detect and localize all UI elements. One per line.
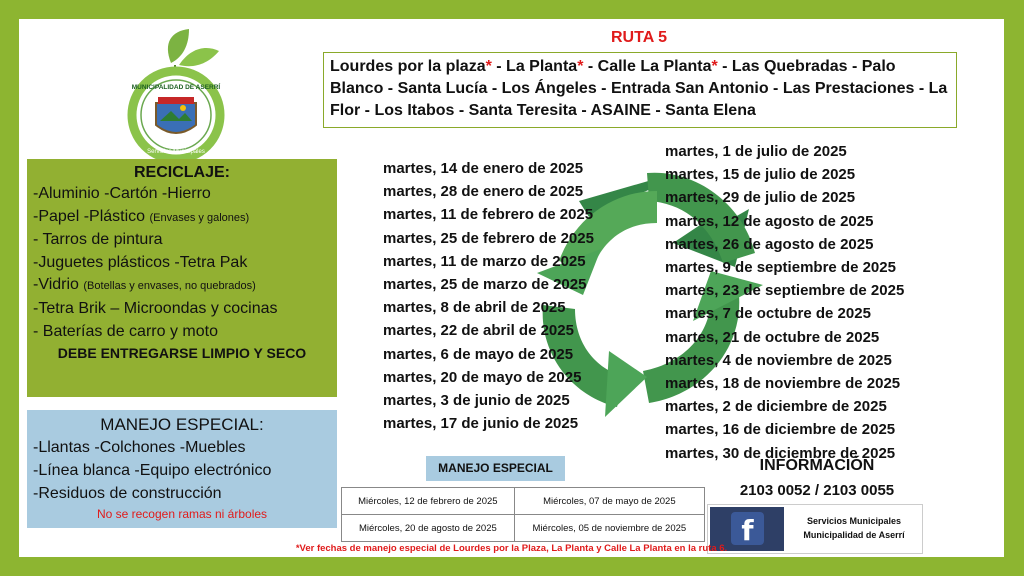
recycling-item-text: - Baterías de carro y moto bbox=[33, 322, 218, 340]
collection-date: martes, 22 de abril de 2025 bbox=[383, 322, 574, 340]
collection-date: martes, 23 de septiembre de 2025 bbox=[665, 282, 905, 300]
recycling-item-text: -Vidrio bbox=[33, 276, 84, 294]
recycling-item bbox=[33, 183, 331, 206]
route-stop: La Flor bbox=[330, 80, 948, 119]
special-schedule-label: MANEJO ESPECIAL bbox=[426, 456, 565, 481]
table-cell: Miércoles, 05 de noviembre de 2025 bbox=[514, 515, 704, 542]
stop-asterisk: * bbox=[485, 58, 492, 75]
logo-bottom-text: Servicios Municipales bbox=[147, 149, 205, 155]
table-row bbox=[342, 515, 705, 542]
logo-leaf-icon bbox=[179, 48, 219, 66]
collection-date: martes, 2 de diciembre de 2025 bbox=[665, 398, 887, 416]
route-stop: Palo Blanco bbox=[330, 58, 896, 97]
info-block bbox=[717, 456, 917, 502]
table-cell: Miércoles, 12 de febrero de 2025 bbox=[342, 488, 515, 515]
content-panel bbox=[19, 19, 1004, 557]
collection-date: martes, 14 de enero de 2025 bbox=[383, 160, 584, 177]
dates-first-half bbox=[383, 157, 594, 435]
recycling-note: DEBE ENTREGARSE LIMPIO Y SECO bbox=[57, 345, 307, 362]
dates-second-half bbox=[665, 140, 904, 465]
route-stop: Las Prestaciones bbox=[782, 80, 915, 97]
route-stops: Lourdes por la plaza* - La Planta* - Calle La Planta* - Las Quebradas - Palo Blanco - Santa Lucía - Los Ángeles - Entrada San Antonio - Las Prestaciones - La Flor - Los Itabos - Santa Teresita - ASAINE - Santa Elena bbox=[323, 52, 957, 128]
collection-date: martes, 11 de febrero de 2025 bbox=[383, 206, 594, 224]
recycling-item-text: -Juguetes plásticos -Tetra Pak bbox=[33, 253, 248, 271]
special-heading: MANEJO ESPECIAL: bbox=[100, 415, 264, 434]
collection-date: martes, 18 de noviembre de 2025 bbox=[665, 375, 901, 393]
collection-date: martes, 25 de marzo de 2025 bbox=[383, 276, 587, 294]
facebook-icon: f bbox=[731, 512, 764, 545]
logo-top-text: MUNICIPALIDAD DE ASERRÍ bbox=[131, 84, 221, 91]
table-cell: Miércoles, 20 de agosto de 2025 bbox=[342, 515, 515, 542]
recycling-item bbox=[33, 229, 331, 252]
collection-date: martes, 4 de noviembre de 2025 bbox=[665, 351, 892, 369]
facebook-line: Municipalidad de Aserrí bbox=[803, 530, 905, 540]
route-stop: La Planta bbox=[506, 58, 578, 75]
route-stop: Santa Elena bbox=[665, 102, 756, 119]
recycling-item bbox=[33, 274, 331, 298]
collection-date: martes, 29 de julio de 2025 bbox=[665, 189, 856, 207]
recycling-box bbox=[27, 159, 337, 397]
recycling-item bbox=[33, 206, 331, 230]
recycling-item-text: -Aluminio -Cartón -Hierro bbox=[33, 185, 211, 202]
facebook-line: Servicios Municipales bbox=[806, 516, 902, 526]
collection-date: martes, 28 de enero de 2025 bbox=[383, 183, 584, 201]
stop-asterisk: * bbox=[577, 58, 584, 75]
stop-asterisk: * bbox=[711, 58, 718, 75]
municipal-logo bbox=[111, 25, 241, 165]
collection-date: martes, 20 de mayo de 2025 bbox=[383, 368, 582, 386]
collection-date: martes, 12 de agosto de 2025 bbox=[665, 212, 874, 230]
special-handling-box bbox=[27, 410, 337, 528]
route-stop: ASAINE bbox=[590, 102, 651, 119]
collection-date: martes, 15 de julio de 2025 bbox=[665, 166, 856, 184]
route-stop: Lourdes por la plaza bbox=[330, 58, 486, 75]
collection-date: martes, 30 de diciembre de 2025 bbox=[665, 444, 896, 462]
recycling-item-detail: (Botellas y envases, no quebrados) bbox=[83, 280, 256, 293]
collection-date: martes, 26 de agosto de 2025 bbox=[665, 235, 874, 253]
collection-date: martes, 21 de octubre de 2025 bbox=[665, 328, 880, 346]
recycling-list bbox=[33, 183, 331, 343]
recycling-item-text: - Tarros de pintura bbox=[33, 231, 163, 249]
table-cell: Miércoles, 07 de mayo de 2025 bbox=[514, 488, 704, 515]
info-phones: 2103 0052 / 2103 0055 bbox=[739, 482, 895, 499]
route-stop: Entrada San Antonio bbox=[610, 80, 769, 97]
collection-date: martes, 25 de febrero de 2025 bbox=[383, 229, 594, 247]
route-stop: Las Quebradas bbox=[731, 58, 848, 75]
recycling-item-text: -Papel -Plástico bbox=[33, 207, 150, 225]
collection-date: martes, 9 de septiembre de 2025 bbox=[665, 259, 896, 277]
table-row bbox=[342, 488, 705, 515]
collection-date: martes, 1 de julio de 2025 bbox=[665, 143, 847, 160]
collection-date: martes, 7 de octubre de 2025 bbox=[665, 305, 871, 323]
collection-date: martes, 16 de diciembre de 2025 bbox=[665, 421, 896, 439]
collection-date: martes, 6 de mayo de 2025 bbox=[383, 345, 574, 363]
footnote: *Ver fechas de manejo especial de Lourdes por la Plaza, La Planta y Calle La Planta en la ruta 6. bbox=[295, 543, 728, 554]
special-item: -Residuos de construcción bbox=[33, 485, 222, 502]
special-schedule-table bbox=[341, 487, 705, 542]
recycling-item bbox=[33, 321, 331, 344]
facebook-page-name bbox=[788, 514, 920, 542]
collection-date: martes, 11 de marzo de 2025 bbox=[383, 252, 586, 270]
route-title: RUTA 5 bbox=[611, 29, 667, 46]
recycling-item-detail: (Envases y galones) bbox=[149, 211, 250, 224]
route-stop: Los Ángeles bbox=[501, 80, 597, 97]
collection-date: martes, 17 de junio de 2025 bbox=[383, 415, 579, 433]
route-stop: Santa Teresita bbox=[468, 102, 577, 119]
recycling-item-text: -Tetra Brik – Microondas y cocinas bbox=[33, 299, 278, 317]
collection-date: martes, 8 de abril de 2025 bbox=[383, 299, 566, 317]
recycling-heading: RECICLAJE: bbox=[133, 164, 230, 181]
route-stop: Los Itabos bbox=[374, 102, 455, 119]
route-stop: Santa Lucía bbox=[397, 80, 488, 97]
info-title: INFORMACIÓN bbox=[759, 457, 875, 474]
special-item: -Llantas -Colchones -Muebles bbox=[33, 439, 246, 456]
special-item: -Línea blanca -Equipo electrónico bbox=[33, 462, 272, 479]
collection-date: martes, 3 de junio de 2025 bbox=[383, 392, 570, 410]
special-note: No se recogen ramas ni árboles bbox=[96, 507, 268, 521]
recycling-item bbox=[33, 298, 331, 321]
recycling-item bbox=[33, 252, 331, 275]
route-stop: Calle La Planta bbox=[597, 58, 712, 75]
